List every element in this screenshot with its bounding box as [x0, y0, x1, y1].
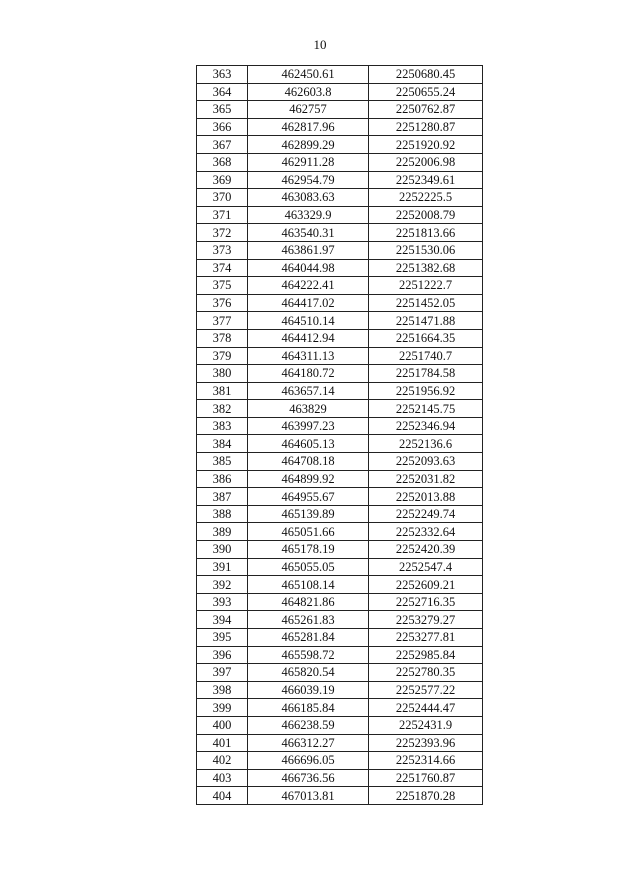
- table-row: [197, 382, 483, 400]
- point-number-cell: 367: [197, 136, 248, 154]
- point-number-cell: 394: [197, 611, 248, 629]
- x-coordinate-cell: 463329.9: [248, 206, 369, 224]
- table-row: [197, 716, 483, 734]
- x-coordinate-cell: 462757: [248, 101, 369, 119]
- y-coordinate-cell: 2252420.39: [369, 541, 483, 559]
- point-number-cell: 387: [197, 488, 248, 506]
- y-coordinate-cell: 2252031.82: [369, 470, 483, 488]
- point-number-cell: 403: [197, 769, 248, 787]
- x-coordinate-cell: 463657.14: [248, 382, 369, 400]
- table-row: [197, 312, 483, 330]
- table-row: [197, 593, 483, 611]
- table-row: [197, 83, 483, 101]
- coordinates-table: [196, 65, 483, 805]
- y-coordinate-cell: 2251452.05: [369, 294, 483, 312]
- point-number-cell: 398: [197, 681, 248, 699]
- x-coordinate-cell: 465139.89: [248, 505, 369, 523]
- point-number-cell: 380: [197, 365, 248, 383]
- y-coordinate-cell: 2251920.92: [369, 136, 483, 154]
- point-number-cell: 366: [197, 118, 248, 136]
- table-row: [197, 681, 483, 699]
- x-coordinate-cell: 465820.54: [248, 664, 369, 682]
- y-coordinate-cell: 2251784.58: [369, 365, 483, 383]
- x-coordinate-cell: 465051.66: [248, 523, 369, 541]
- table-row: [197, 629, 483, 647]
- x-coordinate-cell: 465598.72: [248, 646, 369, 664]
- table-row: [197, 277, 483, 295]
- y-coordinate-cell: 2253277.81: [369, 629, 483, 647]
- table-row: [197, 206, 483, 224]
- x-coordinate-cell: 462899.29: [248, 136, 369, 154]
- point-number-cell: 371: [197, 206, 248, 224]
- x-coordinate-cell: 462954.79: [248, 171, 369, 189]
- table-row: [197, 664, 483, 682]
- y-coordinate-cell: 2252547.4: [369, 558, 483, 576]
- x-coordinate-cell: 466736.56: [248, 769, 369, 787]
- table-row: [197, 541, 483, 559]
- point-number-cell: 385: [197, 453, 248, 471]
- point-number-cell: 395: [197, 629, 248, 647]
- y-coordinate-cell: 2250655.24: [369, 83, 483, 101]
- y-coordinate-cell: 2252314.66: [369, 752, 483, 770]
- table-row: [197, 699, 483, 717]
- point-number-cell: 383: [197, 417, 248, 435]
- y-coordinate-cell: 2252332.64: [369, 523, 483, 541]
- point-number-cell: 379: [197, 347, 248, 365]
- table-row: [197, 611, 483, 629]
- x-coordinate-cell: 465178.19: [248, 541, 369, 559]
- point-number-cell: 373: [197, 241, 248, 259]
- table-row: [197, 523, 483, 541]
- point-number-cell: 372: [197, 224, 248, 242]
- table-row: [197, 171, 483, 189]
- x-coordinate-cell: 463829: [248, 400, 369, 418]
- table-row: [197, 66, 483, 84]
- y-coordinate-cell: 2252577.22: [369, 681, 483, 699]
- x-coordinate-cell: 466185.84: [248, 699, 369, 717]
- point-number-cell: 376: [197, 294, 248, 312]
- x-coordinate-cell: 465055.05: [248, 558, 369, 576]
- x-coordinate-cell: 463997.23: [248, 417, 369, 435]
- table-row: [197, 488, 483, 506]
- y-coordinate-cell: 2252444.47: [369, 699, 483, 717]
- point-number-cell: 377: [197, 312, 248, 330]
- x-coordinate-cell: 464821.86: [248, 593, 369, 611]
- x-coordinate-cell: 464222.41: [248, 277, 369, 295]
- y-coordinate-cell: 2251870.28: [369, 787, 483, 805]
- coordinates-table-body: [197, 66, 483, 805]
- x-coordinate-cell: 466312.27: [248, 734, 369, 752]
- x-coordinate-cell: 464417.02: [248, 294, 369, 312]
- x-coordinate-cell: 465261.83: [248, 611, 369, 629]
- point-number-cell: 396: [197, 646, 248, 664]
- point-number-cell: 391: [197, 558, 248, 576]
- table-row: [197, 118, 483, 136]
- x-coordinate-cell: 466039.19: [248, 681, 369, 699]
- x-coordinate-cell: 465108.14: [248, 576, 369, 594]
- page-number: 10: [313, 37, 327, 52]
- point-number-cell: 363: [197, 66, 248, 84]
- x-coordinate-cell: 464899.92: [248, 470, 369, 488]
- point-number-cell: 375: [197, 277, 248, 295]
- y-coordinate-cell: 2250680.45: [369, 66, 483, 84]
- y-coordinate-cell: 2252013.88: [369, 488, 483, 506]
- table-row: [197, 752, 483, 770]
- y-coordinate-cell: 2251956.92: [369, 382, 483, 400]
- x-coordinate-cell: 462817.96: [248, 118, 369, 136]
- point-number-cell: 389: [197, 523, 248, 541]
- point-number-cell: 374: [197, 259, 248, 277]
- y-coordinate-cell: 2251664.35: [369, 329, 483, 347]
- y-coordinate-cell: 2252136.6: [369, 435, 483, 453]
- y-coordinate-cell: 2251760.87: [369, 769, 483, 787]
- x-coordinate-cell: 464412.94: [248, 329, 369, 347]
- x-coordinate-cell: 466238.59: [248, 716, 369, 734]
- y-coordinate-cell: 2252093.63: [369, 453, 483, 471]
- y-coordinate-cell: 2251813.66: [369, 224, 483, 242]
- table-row: [197, 153, 483, 171]
- table-row: [197, 365, 483, 383]
- table-row: [197, 646, 483, 664]
- x-coordinate-cell: 463861.97: [248, 241, 369, 259]
- y-coordinate-cell: 2252225.5: [369, 189, 483, 207]
- point-number-cell: 365: [197, 101, 248, 119]
- point-number-cell: 386: [197, 470, 248, 488]
- point-number-cell: 392: [197, 576, 248, 594]
- point-number-cell: 378: [197, 329, 248, 347]
- table-row: [197, 224, 483, 242]
- x-coordinate-cell: 464708.18: [248, 453, 369, 471]
- table-row: [197, 470, 483, 488]
- x-coordinate-cell: 464180.72: [248, 365, 369, 383]
- point-number-cell: 402: [197, 752, 248, 770]
- x-coordinate-cell: 466696.05: [248, 752, 369, 770]
- point-number-cell: 369: [197, 171, 248, 189]
- x-coordinate-cell: 465281.84: [248, 629, 369, 647]
- y-coordinate-cell: 2252249.74: [369, 505, 483, 523]
- y-coordinate-cell: 2252393.96: [369, 734, 483, 752]
- table-row: [197, 505, 483, 523]
- point-number-cell: 384: [197, 435, 248, 453]
- y-coordinate-cell: 2252346.94: [369, 417, 483, 435]
- y-coordinate-cell: 2251222.7: [369, 277, 483, 295]
- y-coordinate-cell: 2252780.35: [369, 664, 483, 682]
- table-row: [197, 101, 483, 119]
- table-row: [197, 787, 483, 805]
- table-row: [197, 329, 483, 347]
- y-coordinate-cell: 2252145.75: [369, 400, 483, 418]
- table-row: [197, 347, 483, 365]
- x-coordinate-cell: 464510.14: [248, 312, 369, 330]
- point-number-cell: 397: [197, 664, 248, 682]
- point-number-cell: 404: [197, 787, 248, 805]
- point-number-cell: 390: [197, 541, 248, 559]
- y-coordinate-cell: 2250762.87: [369, 101, 483, 119]
- x-coordinate-cell: 462911.28: [248, 153, 369, 171]
- point-number-cell: 370: [197, 189, 248, 207]
- table-row: [197, 400, 483, 418]
- x-coordinate-cell: 463540.31: [248, 224, 369, 242]
- x-coordinate-cell: 467013.81: [248, 787, 369, 805]
- table-row: [197, 294, 483, 312]
- point-number-cell: 364: [197, 83, 248, 101]
- y-coordinate-cell: 2252349.61: [369, 171, 483, 189]
- y-coordinate-cell: 2253279.27: [369, 611, 483, 629]
- y-coordinate-cell: 2252006.98: [369, 153, 483, 171]
- point-number-cell: 400: [197, 716, 248, 734]
- y-coordinate-cell: 2252008.79: [369, 206, 483, 224]
- table-row: [197, 558, 483, 576]
- y-coordinate-cell: 2252985.84: [369, 646, 483, 664]
- table-row: [197, 189, 483, 207]
- table-row: [197, 453, 483, 471]
- y-coordinate-cell: 2252716.35: [369, 593, 483, 611]
- y-coordinate-cell: 2251382.68: [369, 259, 483, 277]
- y-coordinate-cell: 2251530.06: [369, 241, 483, 259]
- table-row: [197, 734, 483, 752]
- y-coordinate-cell: 2251740.7: [369, 347, 483, 365]
- table-row: [197, 241, 483, 259]
- table-row: [197, 417, 483, 435]
- x-coordinate-cell: 463083.63: [248, 189, 369, 207]
- table-row: [197, 576, 483, 594]
- y-coordinate-cell: 2251471.88: [369, 312, 483, 330]
- x-coordinate-cell: 462450.61: [248, 66, 369, 84]
- x-coordinate-cell: 464044.98: [248, 259, 369, 277]
- point-number-cell: 399: [197, 699, 248, 717]
- table-row: [197, 136, 483, 154]
- x-coordinate-cell: 464605.13: [248, 435, 369, 453]
- x-coordinate-cell: 464955.67: [248, 488, 369, 506]
- point-number-cell: 393: [197, 593, 248, 611]
- point-number-cell: 388: [197, 505, 248, 523]
- point-number-cell: 401: [197, 734, 248, 752]
- x-coordinate-cell: 464311.13: [248, 347, 369, 365]
- y-coordinate-cell: 2252609.21: [369, 576, 483, 594]
- point-number-cell: 368: [197, 153, 248, 171]
- table-row: [197, 769, 483, 787]
- y-coordinate-cell: 2252431.9: [369, 716, 483, 734]
- table-row: [197, 259, 483, 277]
- point-number-cell: 382: [197, 400, 248, 418]
- table-row: [197, 435, 483, 453]
- y-coordinate-cell: 2251280.87: [369, 118, 483, 136]
- x-coordinate-cell: 462603.8: [248, 83, 369, 101]
- point-number-cell: 381: [197, 382, 248, 400]
